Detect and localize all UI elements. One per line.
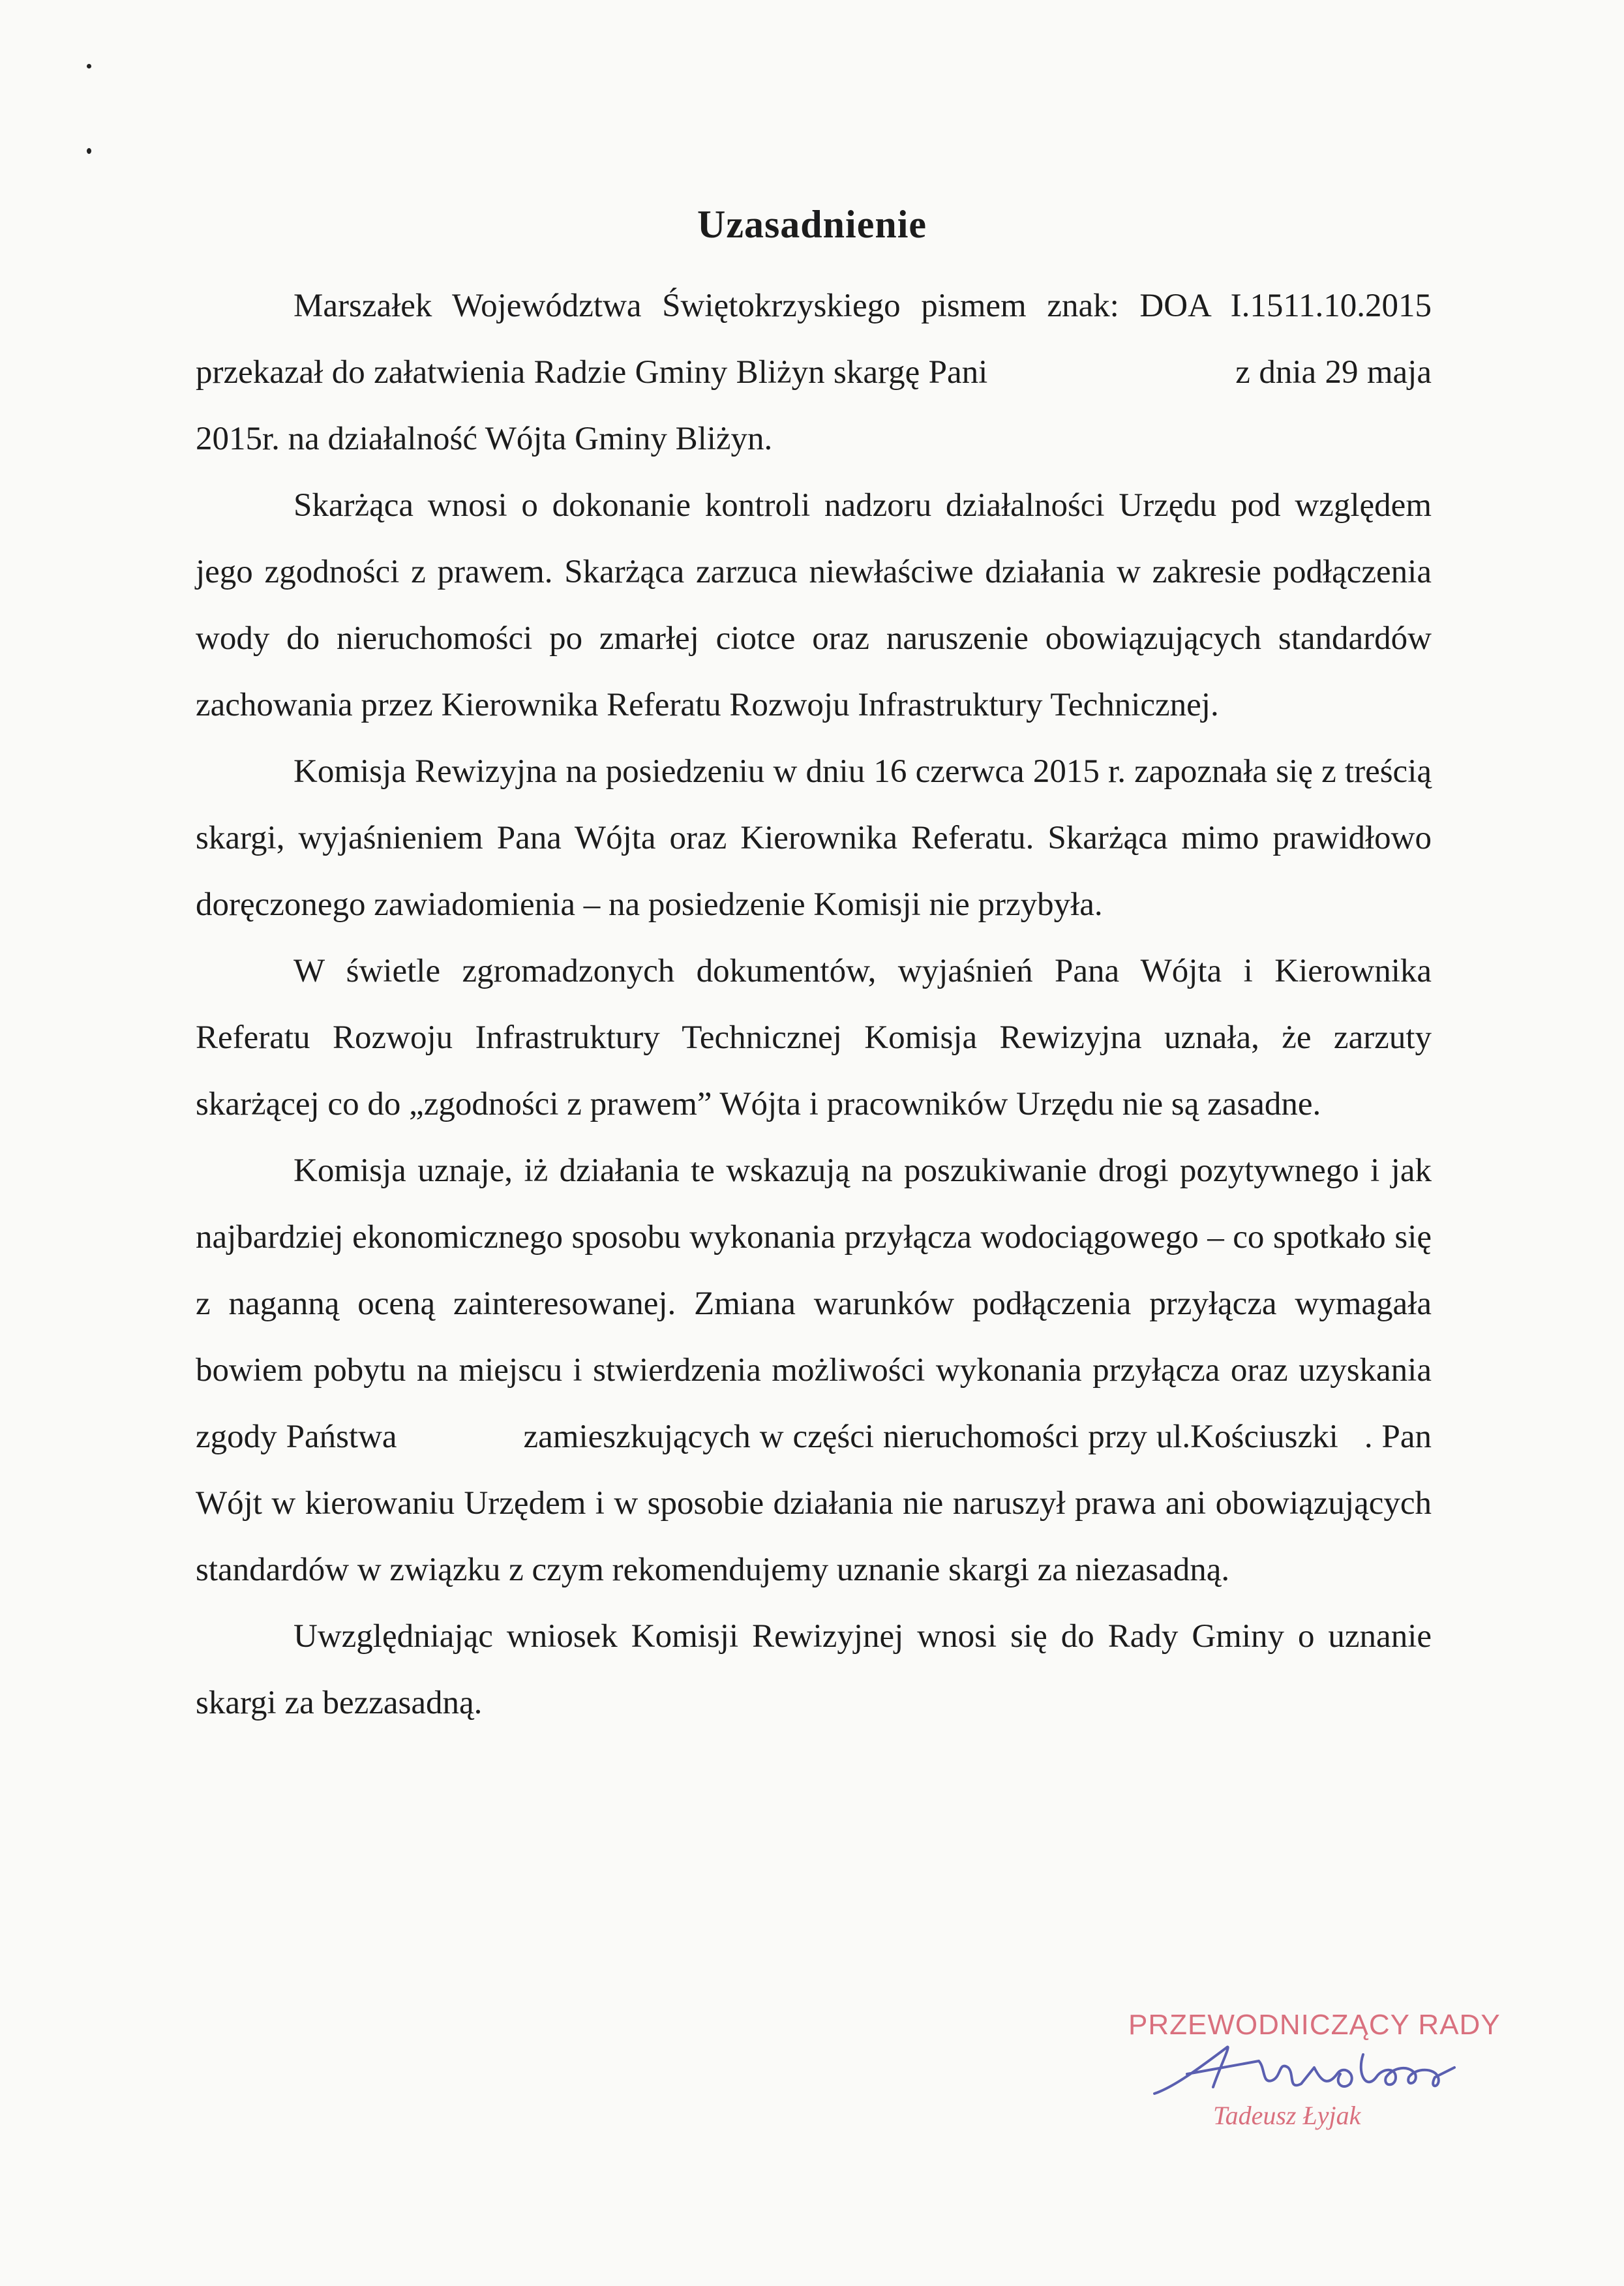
paragraph: [196, 273, 1432, 472]
paragraph-text: . Pan Wójt w kierowaniu Urzędem i w sposobie działania nie naruszył prawa ani obowiązujących standardów w związku z czym rekomendujemy uznanie skargi za niezasadną.: [196, 1419, 1432, 1588]
stamp-title: PRZEWODNICZĄCY RADY: [1128, 2009, 1501, 2041]
chairman-stamp: [1109, 2009, 1526, 2152]
scan-mark: [87, 148, 91, 154]
paragraph-text: zamieszkujących w części nieruchomości przy ul.Kościuszki: [523, 1419, 1338, 1455]
paragraph-text: z dnia 29 maja 2015r. na działalność Wójta Gminy Bliżyn.: [196, 354, 1432, 457]
paragraph: Skarżąca wnosi o dokonanie kontroli nadzoru działalności Urzędu pod względem jego zgodności z prawem. Skarżąca zarzuca niewłaściwe działania w zakresie podłączenia wody do nieruchomości po zmarłej ciotce oraz naruszenie obowiązujących standardów zachowania przez Kierownika Referatu Rozwoju Infrastruktury Technicznej.: [196, 487, 1432, 723]
paragraph: W świetle zgromadzonych dokumentów, wyjaśnień Pana Wójta i Kierownika Referatu Rozwoju Infrastruktury Technicznej Komisja Rewizyjna uznała, że zarzuty skarżącej co do „zgodności z prawem” Wójta i pracowników Urzędu nie są zasadne.: [196, 953, 1432, 1122]
scan-mark: [87, 64, 91, 68]
signature-icon: [1148, 2028, 1500, 2107]
document-title: Uzasadnienie: [697, 203, 927, 246]
paragraph-text: Komisja uznaje, iż działania te wskazują na poszukiwanie drogi pozytywnego i jak najbardziej ekonomicznego sposobu wykonania przyłącza wodociągowego – co spotkało się z naganną oceną zainteresowanej. Zmiana warunków podłączenia przyłącza wymagała bowiem pobytu na miejscu i stwierdzenia możliwości wykonania przyłącza oraz uzyskania zgody Państwa: [196, 1152, 1432, 1455]
document-body: [196, 273, 1432, 1736]
stamp-name: Tadeusz Łyjak: [1213, 2101, 1361, 2130]
paragraph-text: Marszałek Województwa Świętokrzyskiego pismem znak: DOA I.1511.10.2015 przekazał do załatwienia Radzie Gminy Bliżyn skargę Pani: [196, 288, 1432, 391]
paragraph: [196, 1137, 1432, 1603]
paragraph: Uwzględniając wniosek Komisji Rewizyjnej wnosi się do Rady Gminy o uznanie skargi za bezzasadną.: [196, 1618, 1432, 1721]
paragraph: Komisja Rewizyjna na posiedzeniu w dniu 16 czerwca 2015 r. zapoznała się z treścią skargi, wyjaśnieniem Pana Wójta oraz Kierownika Referatu. Skarżąca mimo prawidłowo doręczonego zawiadomienia – na posiedzenie Komisji nie przybyła.: [196, 753, 1432, 923]
